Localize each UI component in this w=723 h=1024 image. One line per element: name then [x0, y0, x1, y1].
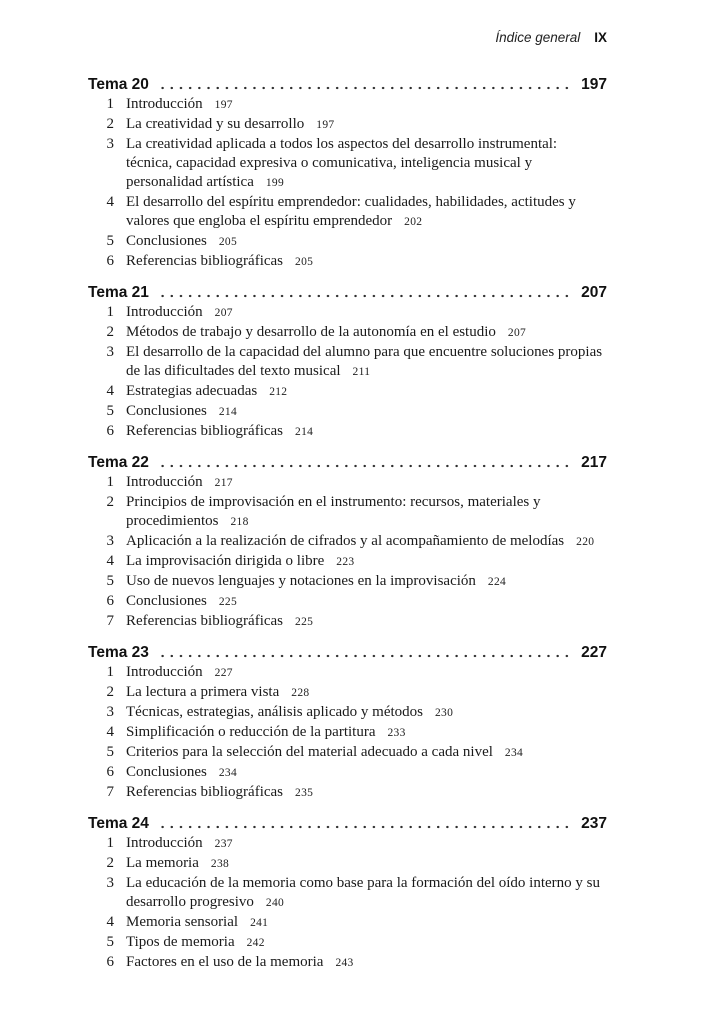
toc-item-number: 1 [106, 96, 114, 112]
toc-item-number: 6 [106, 954, 114, 970]
toc-item-page-number: 240 [265, 897, 285, 909]
toc-item-body [126, 703, 607, 723]
toc-section-items [88, 663, 607, 803]
toc-item-number: 7 [106, 613, 114, 629]
toc-item-title: Introducción [126, 835, 203, 851]
toc-item-page-number: 197 [214, 99, 233, 111]
toc-item-body [126, 552, 607, 572]
section-page-number: 237 [581, 815, 607, 832]
toc-item-title: Aplicación a la realización de cifrados y al acompañamiento de melodías [126, 533, 565, 549]
toc-item-number: 6 [106, 593, 114, 609]
toc-item-number: 5 [106, 403, 114, 419]
toc-item-number: 5 [106, 573, 114, 589]
section-title: Tema 22 [88, 454, 149, 471]
toc-item [88, 783, 607, 803]
toc-item-body [126, 743, 607, 763]
toc-item-page-number: 197 [316, 119, 335, 131]
toc-item-number: 1 [106, 474, 114, 490]
toc-item-body [126, 592, 607, 612]
toc-item-title: Uso de nuevos lenguajes y notaciones en la improvisación [126, 573, 476, 589]
toc-section-heading [88, 283, 607, 303]
toc-item-body [126, 612, 607, 632]
toc-item-body [126, 252, 607, 272]
toc-item-title: Factores en el uso de la memoria [126, 954, 324, 970]
toc-item-page-number: 227 [214, 667, 233, 679]
toc-item-body [126, 874, 607, 913]
toc-item-body [126, 323, 607, 343]
toc-item-body [126, 683, 607, 703]
toc-item-body [126, 473, 607, 493]
toc-item [88, 552, 607, 572]
toc-item [88, 115, 607, 135]
toc-item [88, 953, 607, 973]
toc-item-body [126, 572, 607, 592]
dot-leader [158, 814, 574, 834]
toc-item-title: Conclusiones [126, 403, 207, 419]
toc-item-page-number: 242 [246, 937, 265, 949]
toc-item-page-number: 234 [218, 767, 237, 779]
toc-section-items [88, 473, 607, 632]
toc-item-number: 6 [106, 423, 114, 439]
toc-item-page-number: 230 [434, 707, 454, 719]
toc-item-number: 4 [106, 553, 114, 569]
toc-item-page-number: 207 [214, 307, 233, 319]
toc-item [88, 232, 607, 252]
section-page-number: 227 [581, 644, 607, 661]
toc-item-title: La lectura a primera vista [126, 684, 280, 700]
toc-item [88, 913, 607, 933]
toc-item-body [126, 135, 607, 193]
section-title: Tema 20 [88, 76, 149, 93]
toc-item-title: Referencias bibliográficas [126, 784, 284, 800]
toc-item-page-number: 224 [487, 576, 507, 588]
toc-item-title: La memoria [126, 855, 199, 871]
toc-item-body [126, 663, 607, 683]
toc-item-body [126, 115, 607, 135]
toc-item-page-number: 214 [295, 426, 314, 438]
toc-item-title: Introducción [126, 304, 203, 320]
toc-item-title: Introducción [126, 96, 203, 112]
toc-item-body [126, 303, 607, 323]
toc-section-heading [88, 453, 607, 473]
toc-item-number: 5 [106, 744, 114, 760]
toc-section [88, 75, 607, 272]
toc-item-title: La creatividad aplicada a todos los aspectos del desarrollo instrumental: técnica, capacidad expresiva o comunicativa, inteligencia musical y personalidad artística [126, 136, 558, 190]
toc-item-body [126, 422, 607, 442]
toc-item-title: Conclusiones [126, 764, 207, 780]
toc-item-number: 6 [106, 764, 114, 780]
toc-item [88, 343, 607, 382]
toc-item [88, 422, 607, 442]
toc-section-heading [88, 75, 607, 95]
toc-item-title: Referencias bibliográficas [126, 253, 284, 269]
toc-item [88, 382, 607, 402]
toc-item-page-number: 212 [269, 386, 288, 398]
toc-item-title: Tipos de memoria [126, 934, 235, 950]
toc-item [88, 854, 607, 874]
running-header-title: Índice general [495, 30, 581, 45]
toc-item-number: 4 [106, 724, 114, 740]
toc-item-body [126, 763, 607, 783]
toc-item-title: Memoria sensorial [126, 914, 239, 930]
toc-item-page-number: 211 [352, 366, 371, 378]
toc-item-title: Métodos de trabajo y desarrollo de la autonomía en el estudio [126, 324, 496, 340]
toc-section [88, 283, 607, 442]
toc-item [88, 663, 607, 683]
toc-item-title: La improvisación dirigida o libre [126, 553, 325, 569]
toc-item-body [126, 193, 607, 232]
page-number: IX [594, 30, 607, 45]
toc-item-title: Conclusiones [126, 233, 207, 249]
toc-item-body [126, 232, 607, 252]
toc-item-page-number: 225 [295, 616, 314, 628]
toc-section-heading [88, 814, 607, 834]
toc-item [88, 473, 607, 493]
toc-item-title: Conclusiones [126, 593, 207, 609]
section-title: Tema 21 [88, 284, 149, 301]
toc-item [88, 572, 607, 592]
toc-item [88, 874, 607, 913]
toc-item-number: 2 [106, 684, 114, 700]
toc-item-title: Estrategias adecuadas [126, 383, 258, 399]
toc-section [88, 453, 607, 632]
toc-item-body [126, 493, 607, 532]
toc-item-page-number: 218 [230, 516, 249, 528]
toc-item-title: Simplificación o reducción de la partitura [126, 724, 376, 740]
toc-item-body [126, 854, 607, 874]
toc-item [88, 592, 607, 612]
toc-item-number: 3 [106, 344, 114, 360]
toc-section [88, 643, 607, 803]
toc-item-number: 2 [106, 855, 114, 871]
toc-item-body [126, 532, 607, 552]
toc-item [88, 703, 607, 723]
toc-item [88, 763, 607, 783]
toc-item-number: 1 [106, 304, 114, 320]
toc-item-title: El desarrollo del espíritu emprendedor: cualidades, habilidades, actitudes y valores que engloba el espíritu emprendedor [126, 194, 576, 229]
toc-item [88, 402, 607, 422]
toc-section [88, 814, 607, 973]
toc-item [88, 95, 607, 115]
toc-item-page-number: 223 [336, 556, 355, 568]
toc-item-page-number: 235 [295, 787, 314, 799]
toc-item-number: 3 [106, 875, 114, 891]
toc-item-body [126, 913, 607, 933]
toc-item [88, 323, 607, 343]
running-header [88, 30, 607, 46]
toc-item [88, 683, 607, 703]
dot-leader [158, 75, 574, 95]
toc-item-page-number: 234 [504, 747, 524, 759]
toc-item-title: Técnicas, estrategias, análisis aplicado y métodos [126, 704, 423, 720]
toc-item-number: 6 [106, 253, 114, 269]
toc-item-title: El desarrollo de la capacidad del alumno para que encuentre soluciones propias de las dificultades del texto musical [126, 344, 603, 379]
toc-item [88, 303, 607, 323]
toc-item-body [126, 834, 607, 854]
toc-item-title: Referencias bibliográficas [126, 423, 284, 439]
toc-item [88, 532, 607, 552]
toc-item-page-number: 243 [335, 957, 354, 969]
toc-item-page-number: 220 [576, 536, 595, 548]
toc-item-body [126, 343, 607, 382]
toc-item-number: 7 [106, 784, 114, 800]
section-title: Tema 24 [88, 815, 149, 832]
toc-item-title: La creatividad y su desarrollo [126, 116, 305, 132]
toc-item-number: 1 [106, 664, 114, 680]
toc-item-number: 5 [106, 934, 114, 950]
section-page-number: 207 [581, 284, 607, 301]
section-page-number: 197 [581, 76, 607, 93]
dot-leader [158, 283, 574, 303]
section-title: Tema 23 [88, 644, 149, 661]
toc-item-page-number: 214 [218, 406, 237, 418]
toc-item-page-number: 217 [214, 477, 233, 489]
toc-item [88, 834, 607, 854]
toc-item-page-number: 241 [250, 917, 269, 929]
toc-item [88, 933, 607, 953]
toc-item-number: 2 [106, 324, 114, 340]
toc-item [88, 723, 607, 743]
toc-item-body [126, 953, 607, 973]
toc-item-page-number: 207 [507, 327, 527, 339]
toc-item [88, 493, 607, 532]
toc-item-number: 3 [106, 533, 114, 549]
toc-item-page-number: 225 [218, 596, 237, 608]
toc-item [88, 135, 607, 193]
toc-item-number: 4 [106, 914, 114, 930]
dot-leader [158, 453, 574, 473]
dot-leader [158, 643, 574, 663]
toc-section-items [88, 303, 607, 442]
toc-item-title: Referencias bibliográficas [126, 613, 284, 629]
toc-section-items [88, 95, 607, 272]
toc-item-body [126, 402, 607, 422]
section-page-number: 217 [581, 454, 607, 471]
toc-item-title: Criterios para la selección del material adecuado a cada nivel [126, 744, 493, 760]
toc-item [88, 743, 607, 763]
toc-item [88, 252, 607, 272]
toc-list [88, 75, 607, 973]
toc-item-title: La educación de la memoria como base para la formación del oído interno y su desarrollo progresivo [126, 875, 600, 910]
toc-section-items [88, 834, 607, 973]
toc-item-number: 3 [106, 136, 114, 152]
toc-item-number: 2 [106, 116, 114, 132]
toc-item-number: 3 [106, 704, 114, 720]
toc-item-number: 5 [106, 233, 114, 249]
toc-item-number: 4 [106, 383, 114, 399]
toc-item-title: Introducción [126, 474, 203, 490]
toc-item-page-number: 202 [404, 216, 423, 228]
toc-item-page-number: 205 [295, 256, 314, 268]
toc-item-page-number: 238 [210, 858, 230, 870]
toc-item-title: Principios de improvisación en el instrumento: recursos, materiales y procedimientos [126, 494, 541, 529]
toc-item-body [126, 933, 607, 953]
toc-item-number: 1 [106, 835, 114, 851]
toc-item-title: Introducción [126, 664, 203, 680]
toc-item-page-number: 205 [218, 236, 237, 248]
toc-item-body [126, 95, 607, 115]
toc-item-page-number: 237 [214, 838, 233, 850]
toc-item-number: 4 [106, 194, 114, 210]
toc-item [88, 193, 607, 232]
toc-item-page-number: 233 [387, 727, 406, 739]
toc-item-body [126, 723, 607, 743]
toc-item-body [126, 382, 607, 402]
toc-item-number: 2 [106, 494, 114, 510]
toc-item-body [126, 783, 607, 803]
toc-item [88, 612, 607, 632]
toc-item-page-number: 228 [291, 687, 310, 699]
toc-item-page-number: 199 [265, 177, 285, 189]
toc-section-heading [88, 643, 607, 663]
